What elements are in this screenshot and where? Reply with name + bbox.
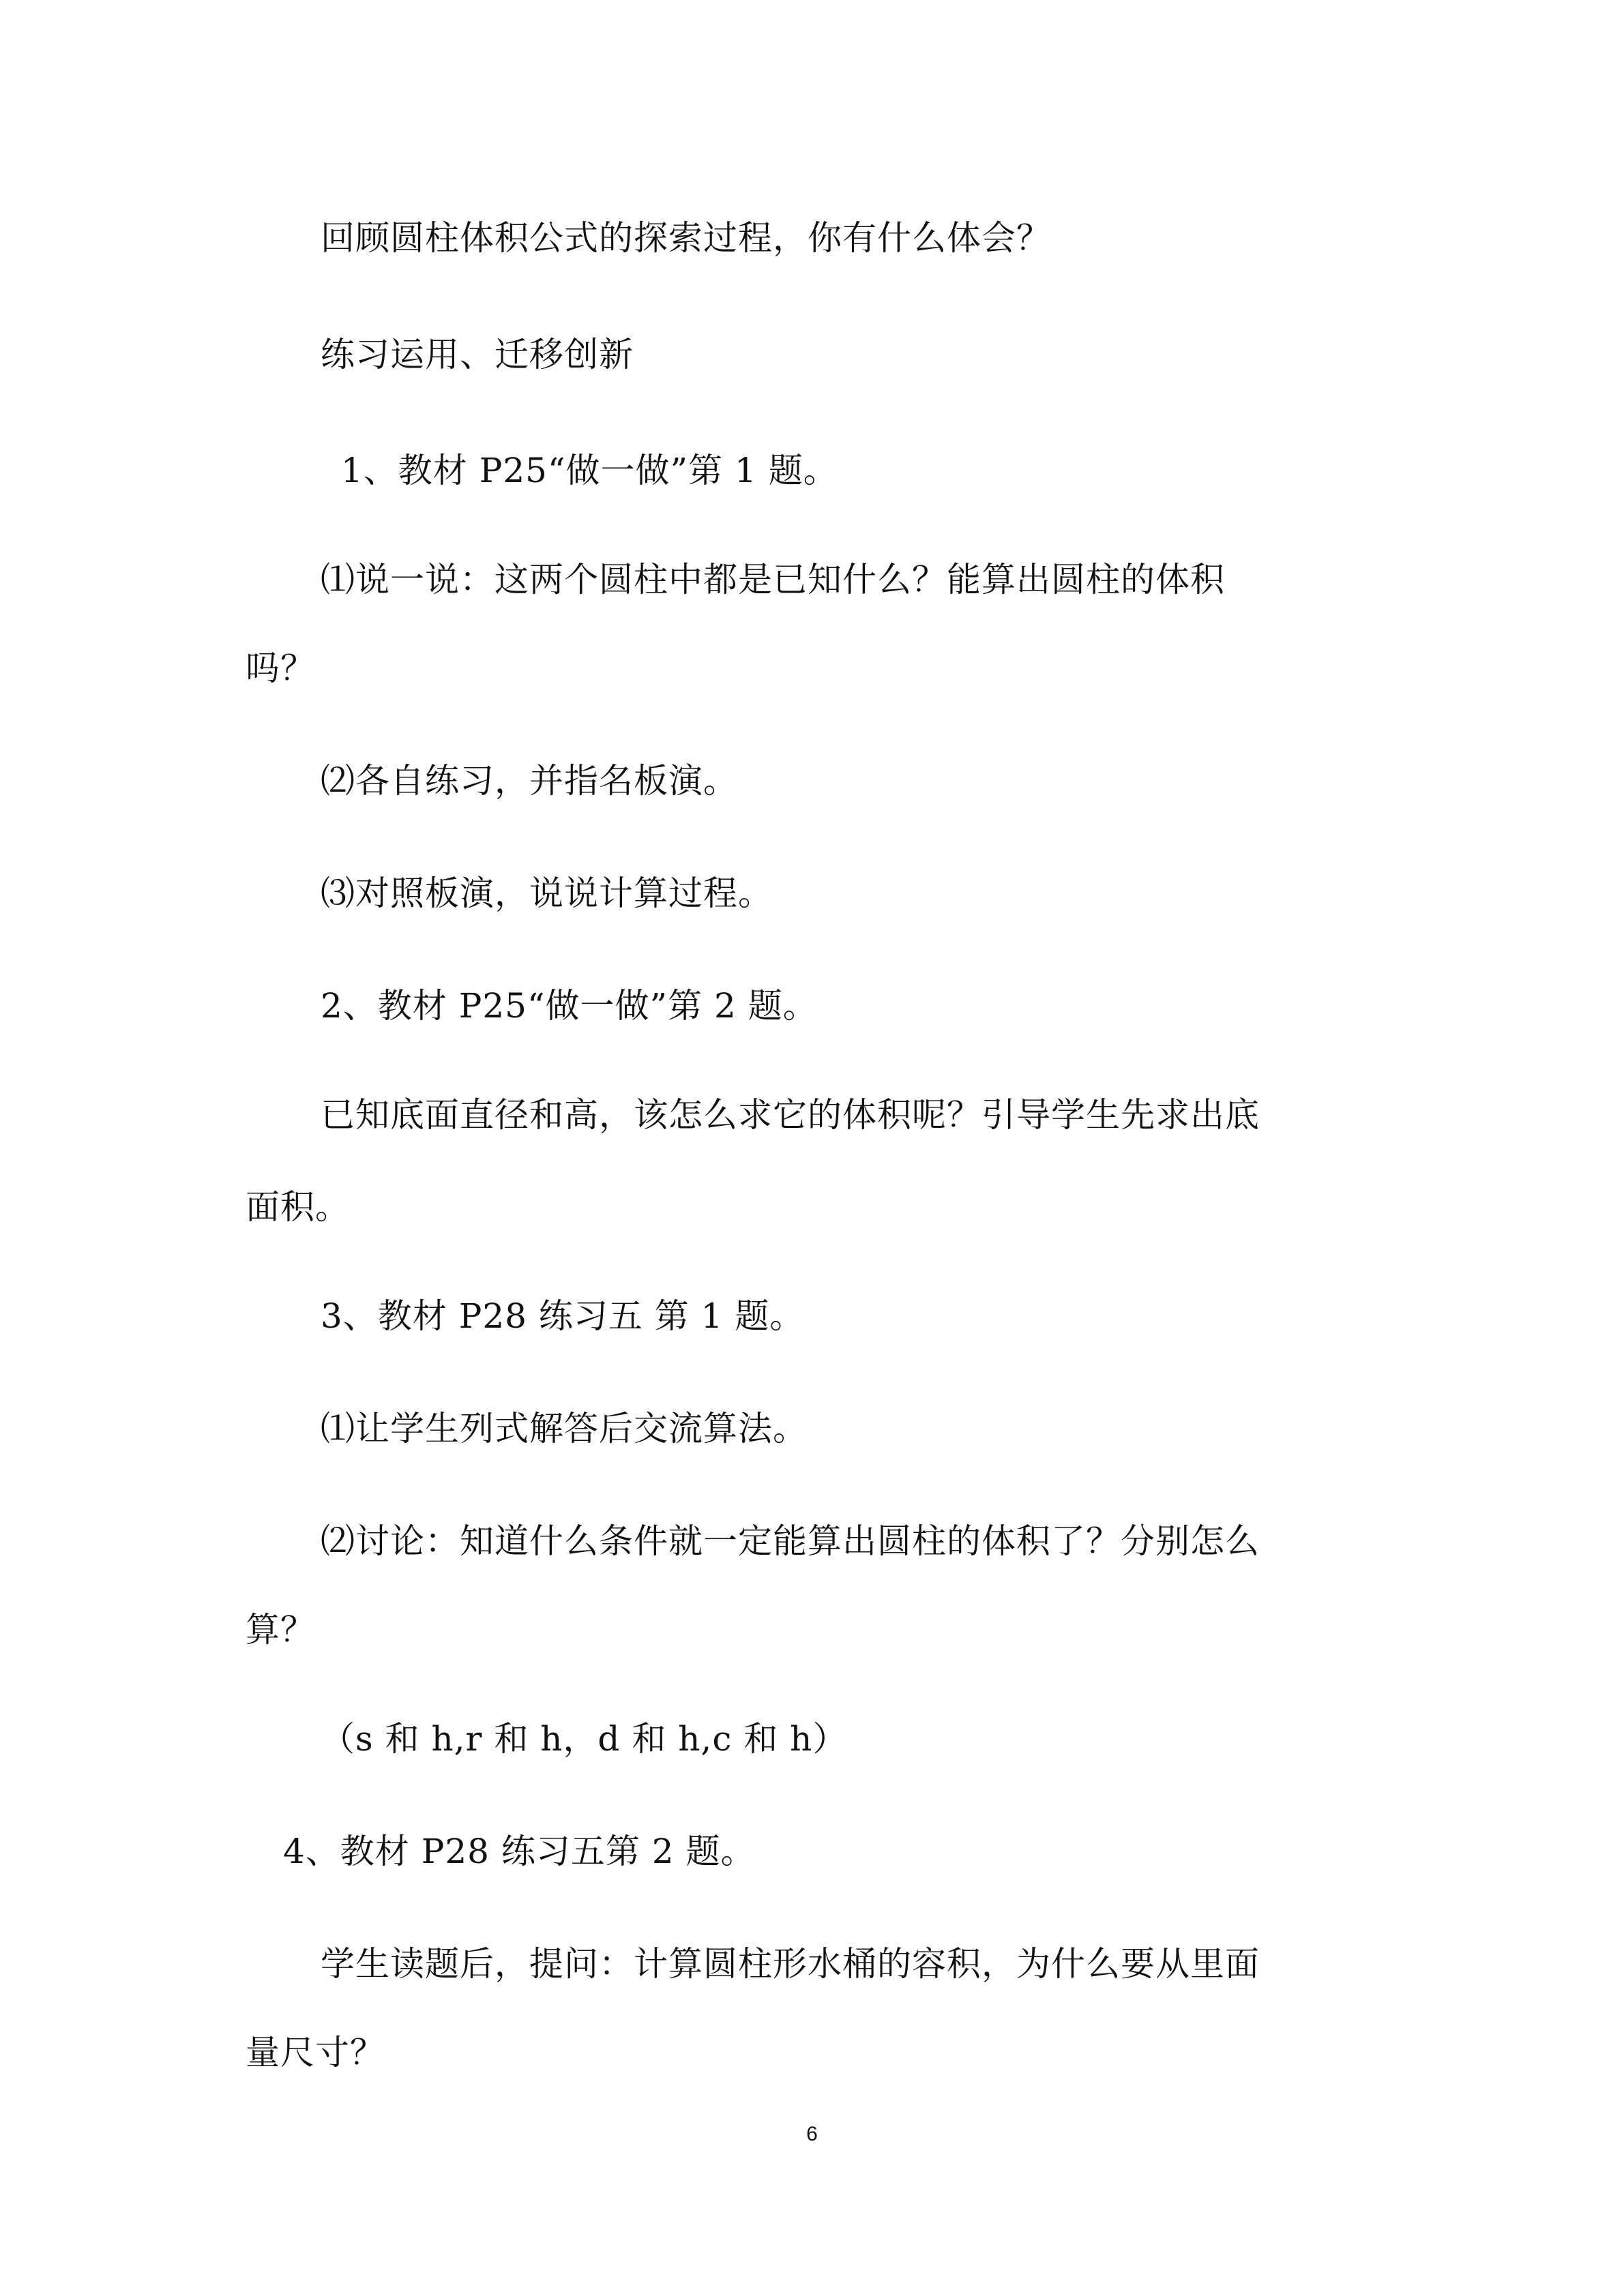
- text-line-17: 学生读题后，提问：计算圆柱形水桶的容积，为什么要从里面: [321, 1944, 1260, 1984]
- text-line-7: ⑶对照板演，说说计算过程。: [321, 874, 773, 913]
- text-line-12: ⑴让学生列式解答后交流算法。: [321, 1409, 808, 1448]
- text-line-1: 回顾圆柱体积公式的探索过程，你有什么体会？: [321, 218, 1051, 258]
- text-line-16: 4、教材 P28 练习五第 2 题。: [283, 1832, 756, 1871]
- text-line-14: 算？: [246, 1610, 315, 1650]
- text-line-8: 2、教材 P25“做一做”第 2 题。: [321, 986, 818, 1026]
- text-line-9: 已知底面直径和高，该怎么求它的体积呢？引导学生先求出底: [321, 1095, 1260, 1135]
- text-line-13: ⑵讨论：知道什么条件就一定能算出圆柱的体积了？分别怎么: [321, 1521, 1260, 1561]
- text-line-11: 3、教材 P28 练习五 第 1 题。: [321, 1296, 805, 1336]
- text-line-2: 练习运用、迁移创新: [321, 335, 634, 374]
- text-line-3: 1、教材 P25“做一做”第 1 题。: [341, 451, 838, 490]
- text-line-18: 量尺寸？: [246, 2033, 385, 2072]
- text-line-15: （s 和 h,r 和 h，d 和 h,c 和 h）: [321, 1719, 848, 1759]
- page-number: 6: [806, 2123, 818, 2145]
- text-line-6: ⑵各自练习，并指名板演。: [321, 761, 738, 801]
- text-line-5: 吗？: [246, 648, 315, 688]
- text-line-10: 面积。: [246, 1187, 350, 1227]
- text-line-4: ⑴说一说：这两个圆柱中都是已知什么？能算出圆柱的体积: [321, 560, 1225, 599]
